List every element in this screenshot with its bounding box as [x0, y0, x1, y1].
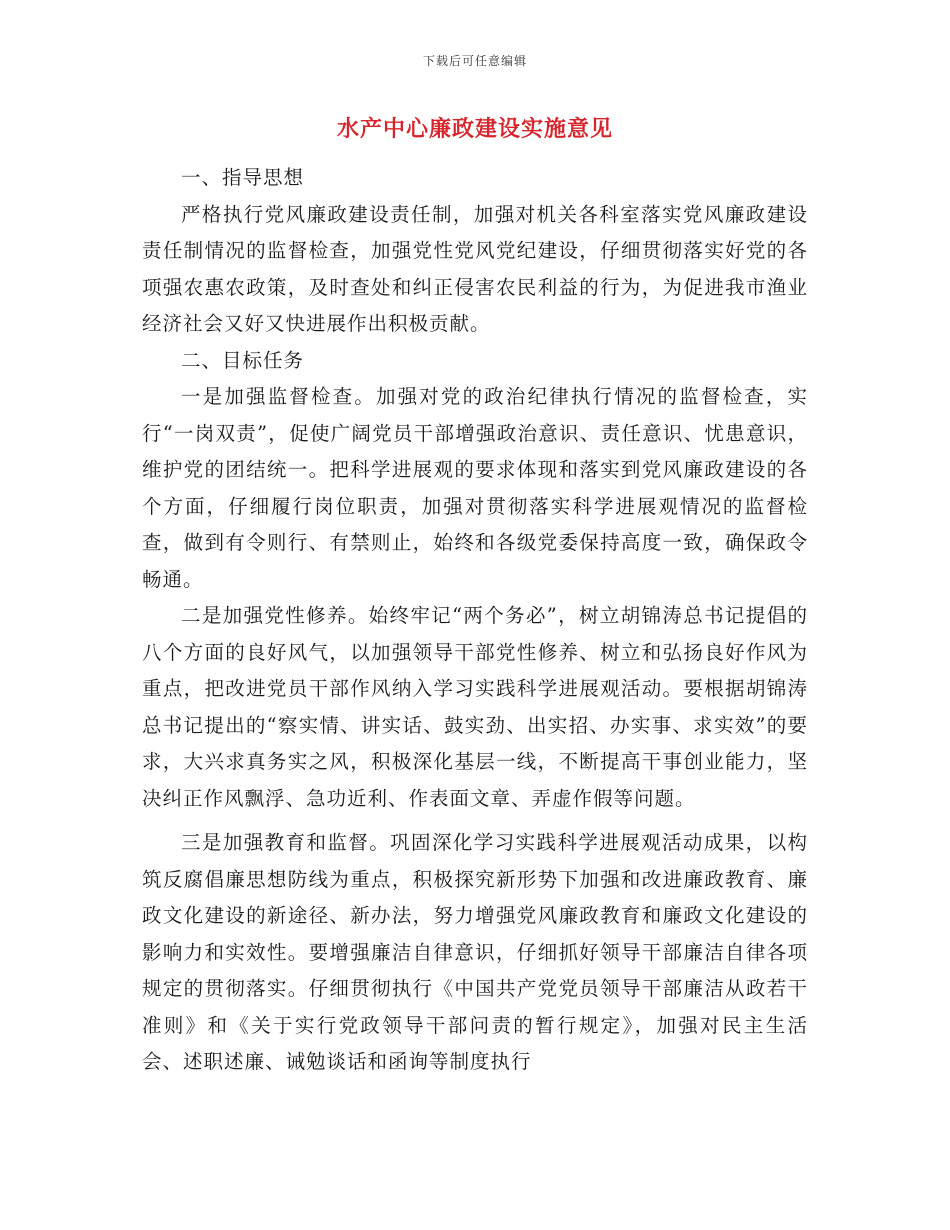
header-note: 下载后可任意编辑	[422, 54, 527, 68]
paragraph: 三是加强教育和监督。巩固深化学习实践科学进展观活动成果，以构筑反腐倡廉思想防线为重点，积极探究新形势下加强和改进廉政教育、廉政文化建设的新途径、新办法，努力增强党风廉政教育和廉政文化建设的影响力和实效性。要增强廉洁自律意识，仔细抓好领导干部廉洁自律各项规定的贯彻落实。仔细贯彻执行《中国共产党党员领导干部廉洁从政若干准则》和《关于实行党政领导干部问责的暂行规定》，加强对民主生活会、述职述廉、诫勉谈话和函询等制度执行	[142, 831, 808, 1073]
document-title: 水产中心廉政建设实施意见	[336, 116, 613, 142]
paragraph: 一是加强监督检查。加强对党的政治纪律执行情况的监督检查，实行“一岗双责”，促使广阔党员干部增强政治意识、责任意识、忧患意识，维护党的团结统一。把科学进展观的要求体现和落实到党风廉政建设的各个方面，仔细履行岗位职责，加强对贯彻落实科学进展观情况的监督检查，做到有令则行、有禁则止，始终和各级党委保持高度一致，确保政令畅通。	[142, 385, 808, 591]
section-heading-guiding-thought: 一、指导思想	[181, 166, 305, 189]
section-heading-goals-tasks: 二、目标任务	[181, 348, 305, 372]
paragraph: 二是加强党性修养。始终牢记“两个务必”，树立胡锦涛总书记提倡的八个方面的良好风气，以加强领导干部党性修养、树立和弘扬良好作风为重点，把改进党员干部作风纳入学习实践科学进展观活动。要根据胡锦涛总书记提出的“察实情、讲实话、鼓实劲、出实招、办实事、求实效”的要求，大兴求真务实之风，积极深化基层一线，不断提高干事创业能力，坚决纠正作风飘浮、急功近利、作表面文章、弄虚作假等问题。	[142, 604, 808, 810]
document-body	[142, 160, 808, 1081]
paragraph: 严格执行党风廉政建设责任制，加强对机关各科室落实党风廉政建设责任制情况的监督检查，加强党性党风党纪建设，仔细贯彻落实好党的各项强农惠农政策，及时查处和纠正侵害农民利益的行为，为促进我市渔业经济社会又好又快进展作出积极贡献。	[142, 202, 808, 335]
